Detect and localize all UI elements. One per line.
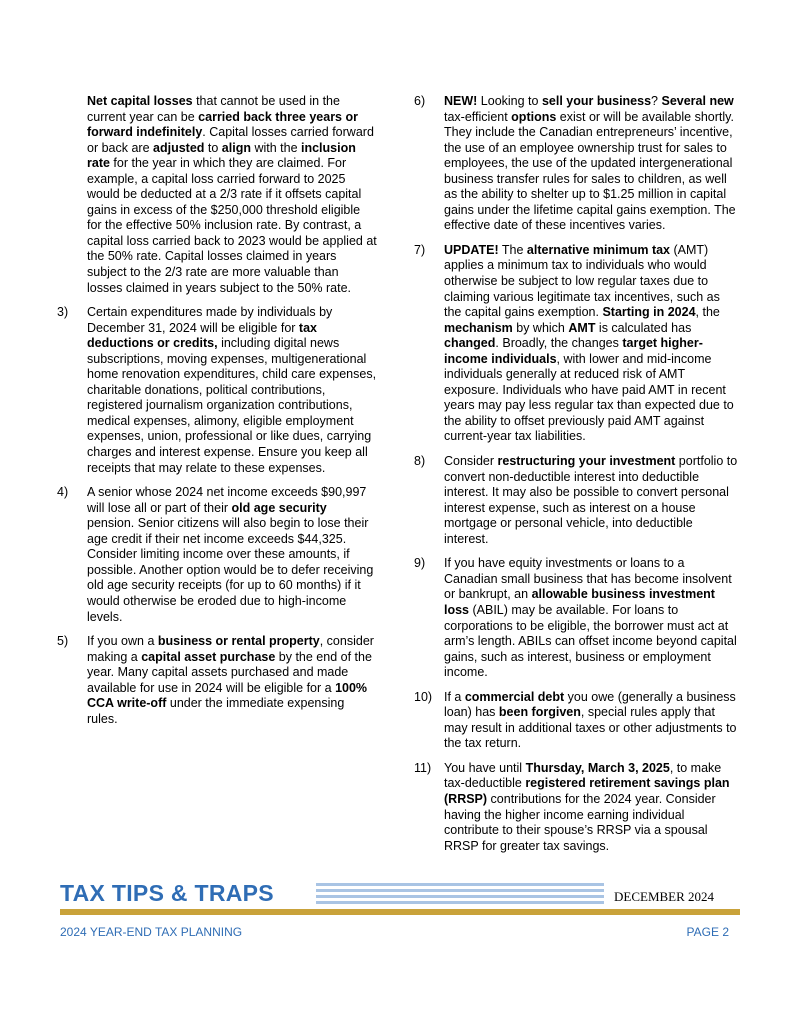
right-column xyxy=(414,94,740,863)
item-text: If you own a business or rental property, consider making a capital asset purchase by the end of the year. Many capital assets purchased and made available for use in 2024 will be eligible for a 100% CCA write-off under the immediate expensing rules. xyxy=(87,634,374,726)
item-text: A senior whose 2024 net income exceeds $90,997 will lose all or part of their old age security pension. Senior citizens will also begin to lose their age credit if their net income exceeds $44,325. Consider limiting income over these amounts, if possible. Another option would be to defer receiving old age security receipts (for up to 60 months) if it would otherwise be eroded due to high-income levels. xyxy=(87,485,374,624)
item-text: Consider restructuring your investment portfolio to convert non-deductible interest into deductible interest. It may also be possible to convert personal interest expense, such as interest on a house mortgage or personal vehicle, into deductible interest. xyxy=(444,454,738,546)
list-item xyxy=(57,485,377,625)
page-number: PAGE 2 xyxy=(686,925,729,939)
item-text: You have until Thursday, March 3, 2025, to make tax-deductible registered retirement savings plan (RRSP) contributions for the 2024 year. Consider having the higher income earning individual contribute to their spouse’s RRSP via a spousal RRSP for greater tax savings. xyxy=(444,760,730,853)
item-text: If a commercial debt you owe (generally a business loan) has been forgiven, special rules apply that may result in additional taxes or other adjustments to the tax return. xyxy=(444,689,737,751)
item-number: 7) xyxy=(414,242,426,257)
list-item xyxy=(414,690,740,752)
right-item-list xyxy=(414,94,740,854)
item-number: 10) xyxy=(414,689,433,704)
decorative-stripes xyxy=(316,883,604,905)
newsletter-title: TAX TIPS & TRAPS xyxy=(60,880,274,906)
left-column xyxy=(57,94,377,736)
list-item xyxy=(414,556,740,680)
item-text: If you have equity investments or loans to a Canadian small business that has become insolvent or bankrupt, an allowable business investment loss (ABIL) may be available. For loans to corporations to be eligible, the borrower must act at arm’s length. ABILs can offset income beyond capital gains, such as interest, business or employment income. xyxy=(444,556,737,680)
section-label: 2024 YEAR-END TAX PLANNING xyxy=(60,925,243,939)
item-text: NEW! Looking to sell your business? Several new tax-efficient options exist or will be available shortly. They include the Canadian entrepreneurs’ incentive, the use of an employee ownership trust for sales to employees, the use of the updated intergenerational business transfer rules for sales to children, as well as the ability to shelter up to $1.25 million in capital gains under the lifetime capital gains exemption. The effective date of these incentives varies. xyxy=(444,94,736,233)
issue-date: DECEMBER 2024 xyxy=(614,889,715,904)
item-text: Certain expenditures made by individuals by December 31, 2024 will be eligible for tax deductions or credits, including digital news subscriptions, moving expenses, multigenerational home renovation expenditures, child care expenses, charitable donations, political contributions, registered journalism organization contributions, medical expenses, alimony, eligible employment expenses, union, professional or like dues, carrying charges and interest expense. Ensure you keep all receipts that may relate to these expenses. xyxy=(87,305,377,475)
list-item xyxy=(414,94,740,234)
item-number: 8) xyxy=(414,454,426,469)
item-number: 9) xyxy=(414,556,426,571)
capital-losses-paragraph: Net capital losses that cannot be used in the current year can be carried back three years or forward indefinitely. Capital losses carried forward or back are adjusted to align with the inclusion rate for the year in which they are claimed. For example, a capital loss carried forward to 2025 would be deducted at a 2/3 rate if it offsets capital gains in excess of the $250,000 threshold eligible for the effective 50% inclusion rate. By contrast, a capital loss carried back to 2023 would be applied at the 50% rate. Capital losses claimed in years subject to the 2/3 rate are more valuable than losses claimed in years subject to the 50% rate. xyxy=(87,94,377,295)
list-item xyxy=(414,243,740,445)
left-item-list xyxy=(57,305,377,727)
item-number: 5) xyxy=(57,634,69,649)
list-item xyxy=(57,634,377,727)
item-number: 4) xyxy=(57,485,69,500)
footer-divider xyxy=(60,909,740,915)
item-text: UPDATE! The alternative minimum tax (AMT) applies a minimum tax to individuals who would otherwise be subject to low regular taxes due to claiming various legitimate tax incentives, such as the capital gains exemption. Starting in 2024, the mechanism by which AMT is calculated has changed. Broadly, the changes target higher-income individuals, with lower and mid-income individuals generally at reduced risk of AMT exposure. Individuals who have paid AMT in recent years may pay less regular tax than expected due to the ability to offset previously paid AMT against current-year tax liabilities. xyxy=(444,242,734,444)
list-item xyxy=(414,454,740,547)
item-number: 3) xyxy=(57,305,69,320)
list-item xyxy=(57,305,377,476)
item-number: 6) xyxy=(414,94,426,108)
list-item xyxy=(414,761,740,854)
item-number: 11) xyxy=(414,760,432,775)
